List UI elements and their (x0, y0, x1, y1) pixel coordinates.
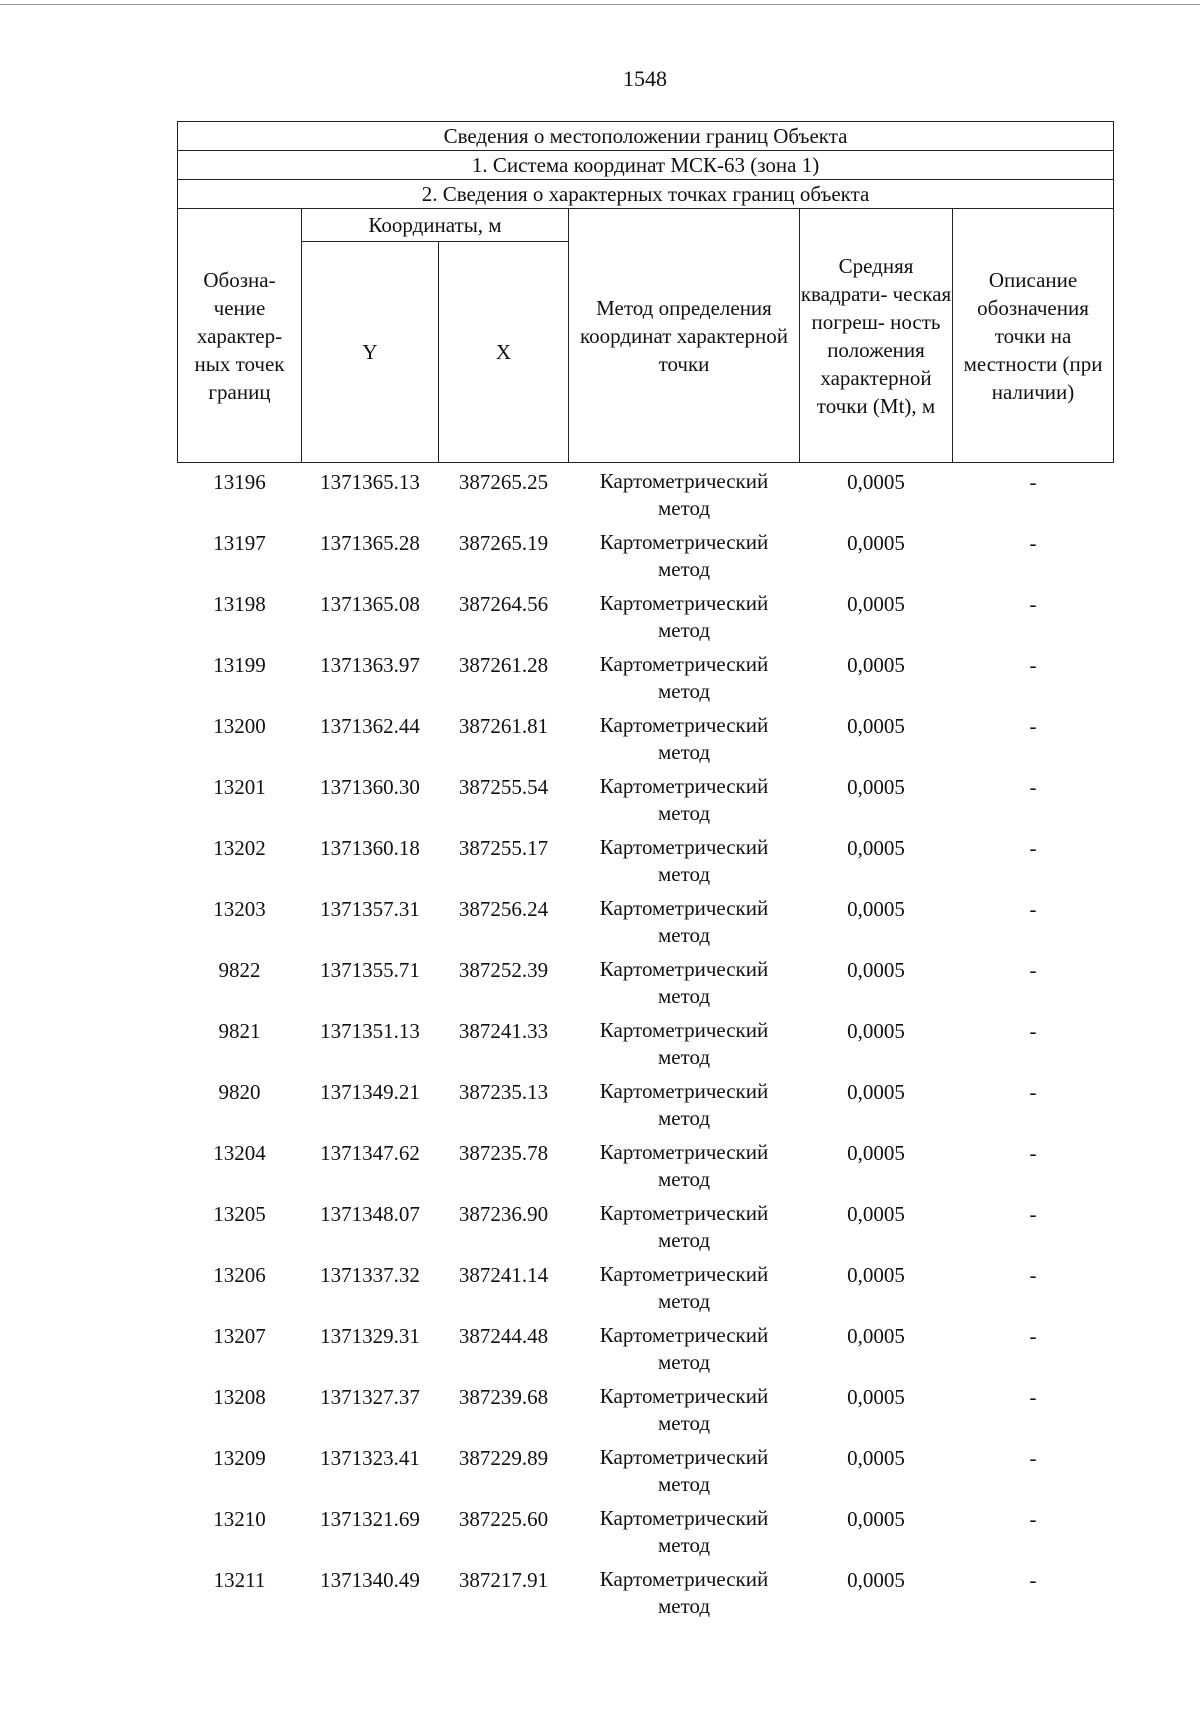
coord-y: 1371362.44 (320, 714, 420, 738)
method (569, 1500, 800, 1561)
error: 0,0005 (847, 531, 905, 555)
description: - (1029, 470, 1037, 494)
method-line-2: метод (657, 984, 711, 1008)
coord-y: 1371348.07 (320, 1202, 420, 1226)
coord-x: 387256.24 (458, 897, 549, 921)
header-error: Средняя квадрати- ческая погреш- ность положения характерной точки (Mt), м (800, 209, 953, 463)
method-line-1: Картометрический (599, 1079, 769, 1103)
coord-y: 1371323.41 (320, 1446, 420, 1470)
method (569, 1195, 800, 1256)
error: 0,0005 (847, 1080, 905, 1104)
method-line-2: метод (657, 1167, 711, 1191)
header-y: Y (302, 242, 439, 463)
point-id: 13208 (213, 1385, 266, 1409)
description: - (1029, 775, 1037, 799)
table-row (178, 768, 1114, 829)
coord-x: 387255.17 (458, 836, 549, 860)
table-row (178, 1561, 1114, 1622)
description: - (1029, 531, 1037, 555)
method (569, 524, 800, 585)
method-line-2: метод (657, 801, 711, 825)
method (569, 1012, 800, 1073)
description: - (1029, 1202, 1037, 1226)
error: 0,0005 (847, 775, 905, 799)
table-row (178, 585, 1114, 646)
table-row (178, 1500, 1114, 1561)
coordinate-system-title: 1. Система координат МСК-63 (зона 1) (178, 151, 1114, 180)
table-row (178, 829, 1114, 890)
point-id: 13201 (213, 775, 266, 799)
error: 0,0005 (847, 470, 905, 494)
method-line-1: Картометрический (599, 652, 769, 676)
table-row (178, 646, 1114, 707)
method-line-2: метод (657, 1411, 711, 1435)
coord-x: 387236.90 (458, 1202, 549, 1226)
description: - (1029, 1141, 1037, 1165)
point-id: 13196 (213, 470, 266, 494)
method (569, 463, 800, 525)
method-line-2: метод (657, 1533, 711, 1557)
description: - (1029, 1446, 1037, 1470)
method-line-1: Картометрический (599, 896, 769, 920)
points-section-title: 2. Сведения о характерных точках границ объекта (178, 180, 1114, 209)
method-line-1: Картометрический (599, 1262, 769, 1286)
table-row (178, 951, 1114, 1012)
method-line-1: Картометрический (599, 1323, 769, 1347)
method (569, 1561, 800, 1622)
description: - (1029, 1080, 1037, 1104)
method-line-1: Картометрический (599, 1445, 769, 1469)
coord-y: 1371340.49 (320, 1568, 420, 1592)
description: - (1029, 1507, 1037, 1531)
error: 0,0005 (847, 836, 905, 860)
table-header (178, 122, 1114, 463)
coord-x: 387239.68 (458, 1385, 549, 1409)
method-line-1: Картометрический (599, 530, 769, 554)
method-line-2: метод (657, 862, 711, 886)
coord-y: 1371337.32 (320, 1263, 420, 1287)
coord-y: 1371360.18 (320, 836, 420, 860)
method-line-1: Картометрический (599, 1384, 769, 1408)
boundary-points-table (177, 121, 1114, 1622)
method-line-2: метод (657, 1472, 711, 1496)
method (569, 1256, 800, 1317)
method-line-1: Картометрический (599, 591, 769, 615)
method-line-1: Картометрический (599, 1201, 769, 1225)
method (569, 829, 800, 890)
method-line-1: Картометрический (599, 713, 769, 737)
error: 0,0005 (847, 1507, 905, 1531)
coord-y: 1371347.62 (320, 1141, 420, 1165)
description: - (1029, 1263, 1037, 1287)
method-line-2: метод (657, 1289, 711, 1313)
point-id: 13207 (213, 1324, 266, 1348)
description: - (1029, 958, 1037, 982)
coord-y: 1371363.97 (320, 653, 420, 677)
point-id: 13206 (213, 1263, 266, 1287)
table-row (178, 524, 1114, 585)
coord-x: 387235.78 (458, 1141, 549, 1165)
point-id: 13198 (213, 592, 266, 616)
method-line-1: Картометрический (599, 469, 769, 493)
point-id: 13211 (213, 1568, 266, 1592)
coord-x: 387255.54 (458, 775, 549, 799)
description: - (1029, 1385, 1037, 1409)
coord-x: 387265.25 (458, 470, 549, 494)
method-line-2: метод (657, 1350, 711, 1374)
error: 0,0005 (847, 714, 905, 738)
coord-x: 387241.33 (458, 1019, 549, 1043)
method-line-2: метод (657, 923, 711, 947)
point-id: 9820 (218, 1080, 261, 1104)
method-line-2: метод (657, 1594, 711, 1618)
point-id: 13197 (213, 531, 266, 555)
method-line-2: метод (657, 618, 711, 642)
method (569, 585, 800, 646)
method-line-1: Картометрический (599, 1140, 769, 1164)
table-row (178, 1012, 1114, 1073)
description: - (1029, 1019, 1037, 1043)
table-row (178, 1378, 1114, 1439)
coord-y: 1371321.69 (320, 1507, 420, 1531)
method-line-2: метод (657, 1228, 711, 1252)
method-line-1: Картометрический (599, 1567, 769, 1591)
method-line-2: метод (657, 679, 711, 703)
table-title: Сведения о местоположении границ Объекта (178, 122, 1114, 151)
point-id: 9822 (218, 958, 261, 982)
method-line-1: Картометрический (599, 957, 769, 981)
table-row (178, 1134, 1114, 1195)
point-id: 13200 (213, 714, 266, 738)
table-row (178, 1439, 1114, 1500)
coord-x: 387252.39 (458, 958, 549, 982)
coord-x: 387217.91 (458, 1568, 549, 1592)
error: 0,0005 (847, 1385, 905, 1409)
description: - (1029, 653, 1037, 677)
coord-y: 1371351.13 (320, 1019, 420, 1043)
error: 0,0005 (847, 1141, 905, 1165)
coord-y: 1371357.31 (320, 897, 420, 921)
coord-y: 1371329.31 (320, 1324, 420, 1348)
error: 0,0005 (847, 1568, 905, 1592)
error: 0,0005 (847, 1446, 905, 1470)
method-line-2: метод (657, 1106, 711, 1130)
method (569, 1134, 800, 1195)
description: - (1029, 836, 1037, 860)
point-id: 13210 (213, 1507, 266, 1531)
table-row (178, 1256, 1114, 1317)
error: 0,0005 (847, 1202, 905, 1226)
coord-x: 387261.28 (458, 653, 549, 677)
header-designation: Обозна- чение характер- ных точек границ (178, 209, 302, 463)
point-id: 13209 (213, 1446, 266, 1470)
header-description: Описание обозначения точки на местности (при наличии) (953, 209, 1114, 463)
error: 0,0005 (847, 592, 905, 616)
method-line-1: Картометрический (599, 1018, 769, 1042)
coord-y: 1371365.28 (320, 531, 420, 555)
method (569, 768, 800, 829)
table-row (178, 1195, 1114, 1256)
page-number: 1548 (623, 66, 667, 91)
coord-y: 1371355.71 (320, 958, 420, 982)
method-line-2: метод (657, 1045, 711, 1069)
table-row (178, 1317, 1114, 1378)
header-x: X (439, 242, 569, 463)
coord-x: 387241.14 (458, 1263, 549, 1287)
coord-y: 1371360.30 (320, 775, 420, 799)
description: - (1029, 1568, 1037, 1592)
table-row (178, 890, 1114, 951)
table-body (178, 463, 1114, 1623)
coord-y: 1371365.13 (320, 470, 420, 494)
point-id: 13205 (213, 1202, 266, 1226)
table-row (178, 463, 1114, 525)
method-line-2: метод (657, 740, 711, 764)
top-rule (0, 4, 1200, 5)
error: 0,0005 (847, 1019, 905, 1043)
method (569, 1378, 800, 1439)
coord-x: 387225.60 (458, 1507, 549, 1531)
point-id: 13203 (213, 897, 266, 921)
coord-x: 387265.19 (458, 531, 549, 555)
error: 0,0005 (847, 1324, 905, 1348)
method (569, 1073, 800, 1134)
method (569, 707, 800, 768)
method (569, 646, 800, 707)
coord-x: 387229.89 (458, 1446, 549, 1470)
method-line-1: Картометрический (599, 835, 769, 859)
table-row (178, 1073, 1114, 1134)
point-id: 13202 (213, 836, 266, 860)
method-line-2: метод (657, 496, 711, 520)
method (569, 951, 800, 1012)
coord-x: 387244.48 (458, 1324, 549, 1348)
coord-y: 1371327.37 (320, 1385, 420, 1409)
table-row (178, 707, 1114, 768)
description: - (1029, 714, 1037, 738)
coord-x: 387235.13 (458, 1080, 549, 1104)
method-line-2: метод (657, 557, 711, 581)
method-line-1: Картометрический (599, 774, 769, 798)
coord-x: 387261.81 (458, 714, 549, 738)
point-id: 9821 (218, 1019, 261, 1043)
point-id: 13199 (213, 653, 266, 677)
error: 0,0005 (847, 958, 905, 982)
error: 0,0005 (847, 653, 905, 677)
method (569, 1317, 800, 1378)
description: - (1029, 1324, 1037, 1348)
method (569, 1439, 800, 1500)
error: 0,0005 (847, 897, 905, 921)
coord-y: 1371365.08 (320, 592, 420, 616)
method-line-1: Картометрический (599, 1506, 769, 1530)
header-method: Метод определения координат характерной точки (569, 209, 800, 463)
coord-x: 387264.56 (458, 592, 549, 616)
header-coordinates: Координаты, м (302, 209, 569, 242)
coord-y: 1371349.21 (320, 1080, 420, 1104)
point-id: 13204 (213, 1141, 266, 1165)
description: - (1029, 592, 1037, 616)
method (569, 890, 800, 951)
description: - (1029, 897, 1037, 921)
error: 0,0005 (847, 1263, 905, 1287)
